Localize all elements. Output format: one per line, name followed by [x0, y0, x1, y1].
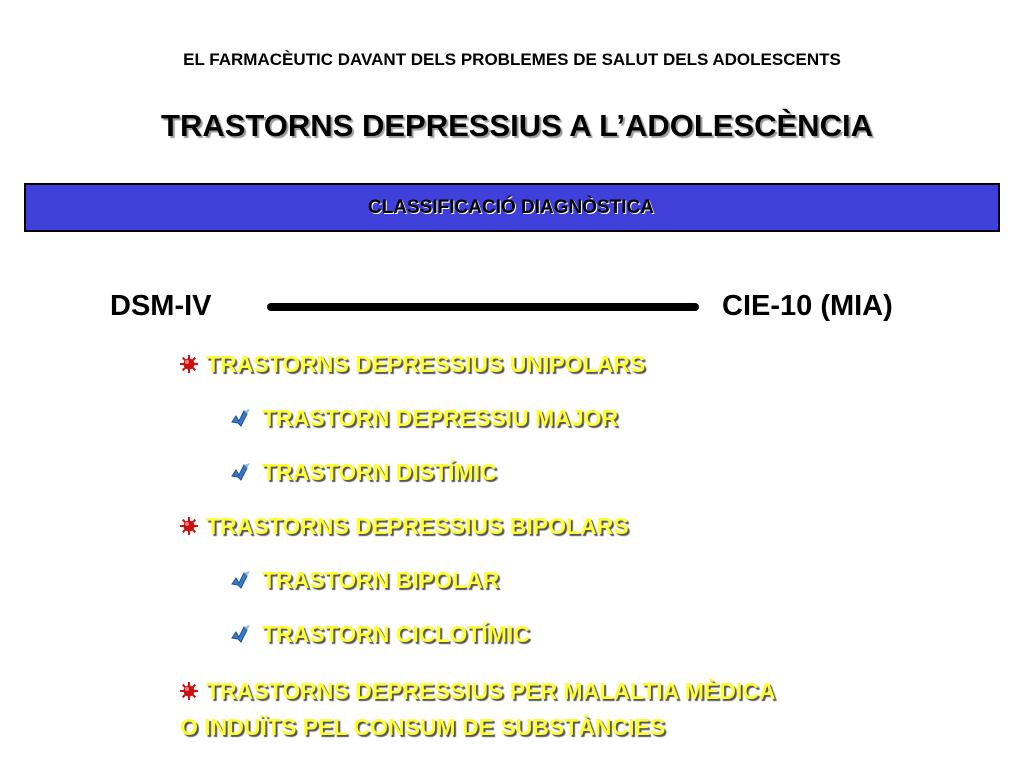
- red-star-bullet-icon: [180, 514, 198, 532]
- list-item-medical: [180, 678, 776, 705]
- list-item-label: TRASTORNS DEPRESSIUS BIPOLARS: [206, 513, 629, 539]
- list-item-label: TRASTORN DEPRESSIU MAJOR: [262, 405, 619, 431]
- blue-check-bullet-icon: [230, 407, 252, 427]
- list-item-label: TRASTORN BIPOLAR: [262, 567, 500, 593]
- section-banner-label: CLASSIFICACIÓ DIAGNÒSTICA: [367, 196, 655, 218]
- list-item-medical-continuation: O INDUÏTS PEL CONSUM DE SUBSTÀNCIES: [180, 714, 666, 740]
- list-item-unipolar: [180, 351, 645, 378]
- slide-title: TRASTORNS DEPRESSIUS A L’ADOLESCÈNCIA: [161, 108, 873, 143]
- slide-supertitle: EL FARMACÈUTIC DAVANT DELS PROBLEMES DE SALUT DELS ADOLESCENTS: [183, 50, 841, 69]
- list-item-distimic: [230, 459, 497, 486]
- classification-left-label: DSM-IV: [110, 290, 212, 322]
- list-item-label: TRASTORN DISTÍMIC: [262, 459, 497, 485]
- blue-check-bullet-icon: [230, 623, 252, 643]
- blue-check-bullet-icon: [230, 569, 252, 589]
- red-star-bullet-icon: [180, 679, 198, 697]
- equivalence-line: [267, 303, 699, 311]
- list-item-ciclotimic: [230, 621, 530, 648]
- list-item-bipolar-group: [180, 513, 629, 540]
- section-banner: [24, 183, 1000, 232]
- list-item-bipolar: [230, 567, 499, 594]
- list-item-label: TRASTORN CICLOTÍMIC: [262, 621, 530, 647]
- list-item-label: TRASTORNS DEPRESSIUS PER MALALTIA MÈDICA: [206, 678, 776, 704]
- red-star-bullet-icon: [180, 352, 198, 370]
- blue-check-bullet-icon: [230, 461, 252, 481]
- classification-right-label: CIE-10 (MIA): [722, 290, 893, 322]
- list-item-major: [230, 405, 618, 432]
- list-item-label: TRASTORNS DEPRESSIUS UNIPOLARS: [206, 351, 646, 377]
